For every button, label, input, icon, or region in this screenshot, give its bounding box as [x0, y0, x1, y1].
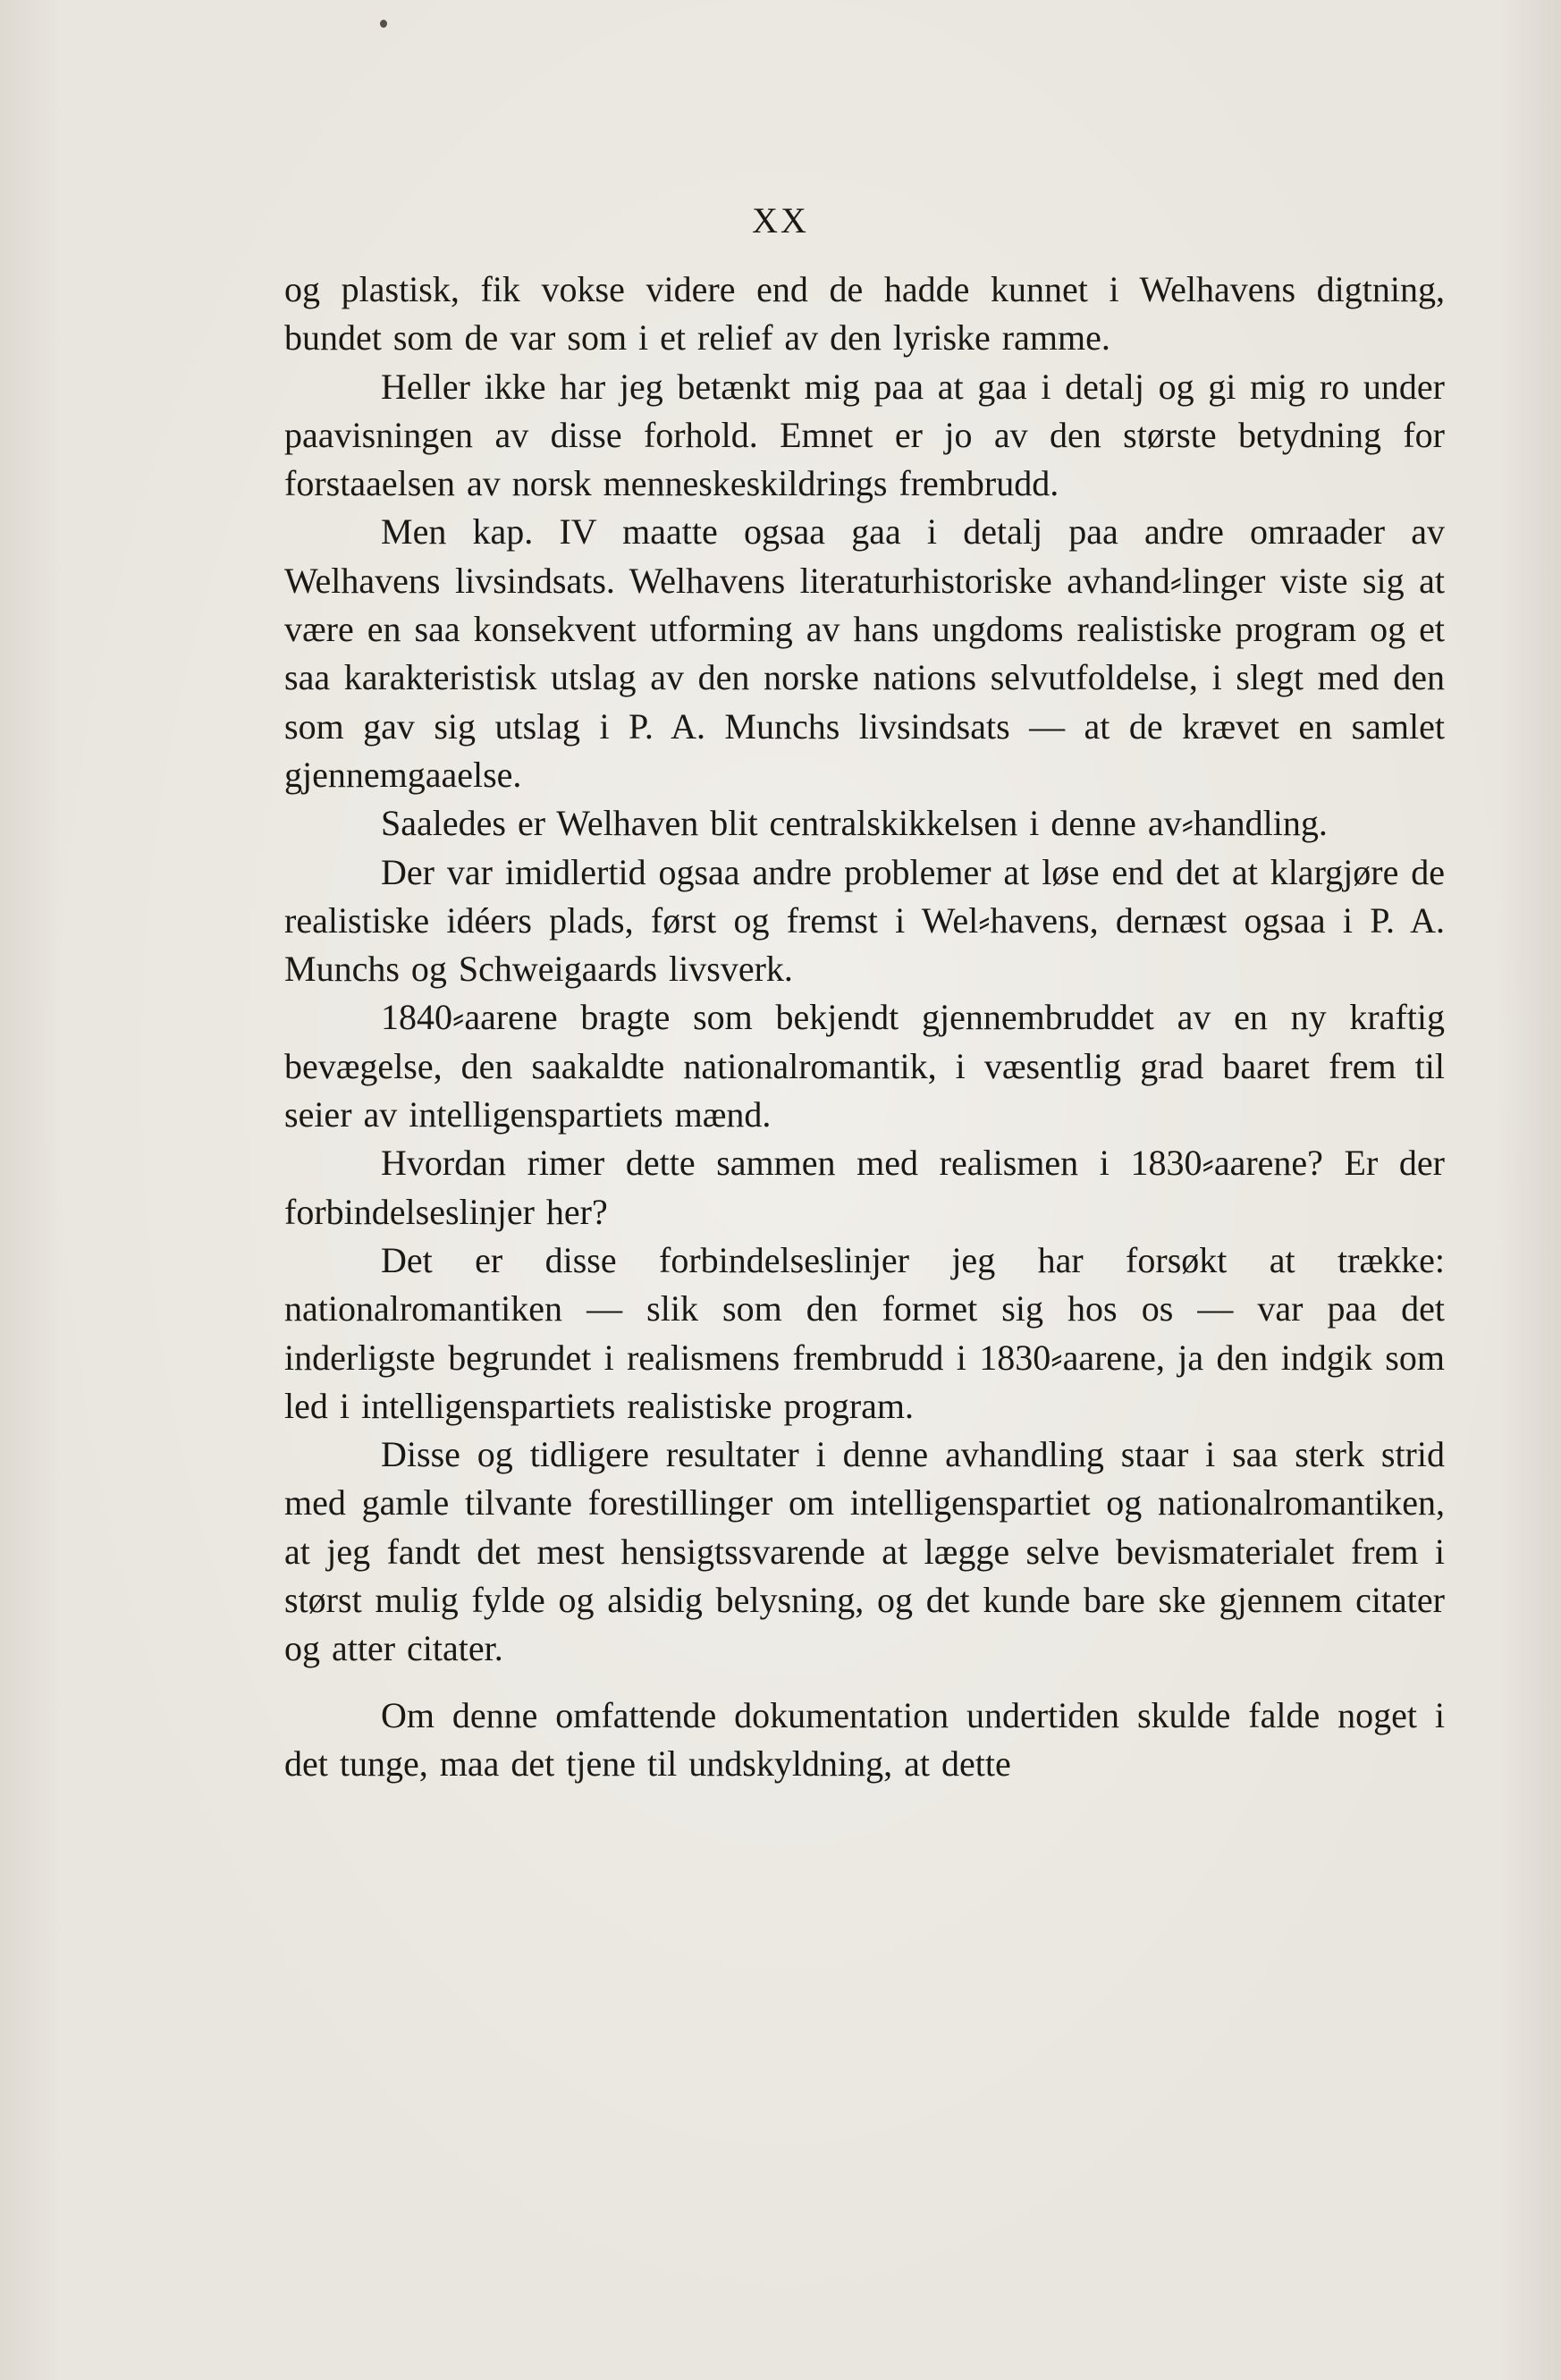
paragraph: Saaledes er Welhaven blit centralskikkelsen i denne av⸗handling.: [381, 803, 1328, 844]
paragraph: Men kap. IV maatte ogsaa gaa i detalj paa andre omraader av Welhavens livsindsats. Welhavens literaturhistoriske avhand⸗linger viste sig at være en saa konsekvent utforming av hans ungdoms realistiske program og et saa karakteristisk utslag av den norske nations selvutfoldelse, i slegt med den som gav sig utslag i P. A. Munchs livsindsats — at de krævet en samlet gjennemgaaelse.: [284, 511, 1445, 795]
paragraph: Hvordan rimer dette sammen med realismen i 1830⸗aarene? Er der forbindelseslinjer her?: [284, 1143, 1445, 1232]
paragraph: Der var imidlertid ogsaa andre problemer at løse end det at klargjøre de realistiske idéers plads, først og fremst i Wel⸗havens, dernæst ogsaa i P. A. Munchs og Schweigaards livsverk.: [284, 851, 1445, 990]
paragraph: Om denne omfattende dokumentation undertiden skulde falde noget i det tunge, maa det tjene til undskyldning, at dette: [284, 1694, 1445, 1784]
paragraph: og plastisk, fik vokse videre end de hadde kunnet i Welhavens digtning, bundet som de var som i et relief av den lyriske ramme.: [284, 269, 1445, 359]
body-text: [284, 266, 1445, 1788]
paragraph: 1840⸗aarene bragte som bekjendt gjennembruddet av en ny kraftig bevægelse, den saakaldte nationalromantik, i væsentlig grad baaret frem til seier av intelligenspartiets mænd.: [284, 997, 1445, 1135]
paragraph: Heller ikke har jeg betænkt mig paa at gaa i detalj og gi mig ro under paavisningen av disse forhold. Emnet er jo av den største betydning for forstaaelsen av norsk menneskeskildrings frembrudd.: [284, 366, 1445, 504]
print-speck: [380, 20, 387, 28]
paragraph: Det er disse forbindelseslinjer jeg har forsøkt at trække: nationalromantiken — slik som den formet sig hos os — var paa det inderligste begrundet i realismens frembrudd i 1830⸗aarene, ja den indgik som led i intelligenspartiets realistiske program.: [284, 1239, 1445, 1426]
paragraph: Disse og tidligere resultater i denne avhandling staar i saa sterk strid med gamle tilvante forestillinger om intelligenspartiet og nationalromantiken, at jeg fandt det mest hensigtssvarende at lægge selve bevismaterialet frem i størst mulig fylde og alsidig belysning, og det kunde bare ske gjennem citater og atter citater.: [284, 1434, 1445, 1669]
page-number: XX: [752, 200, 809, 241]
